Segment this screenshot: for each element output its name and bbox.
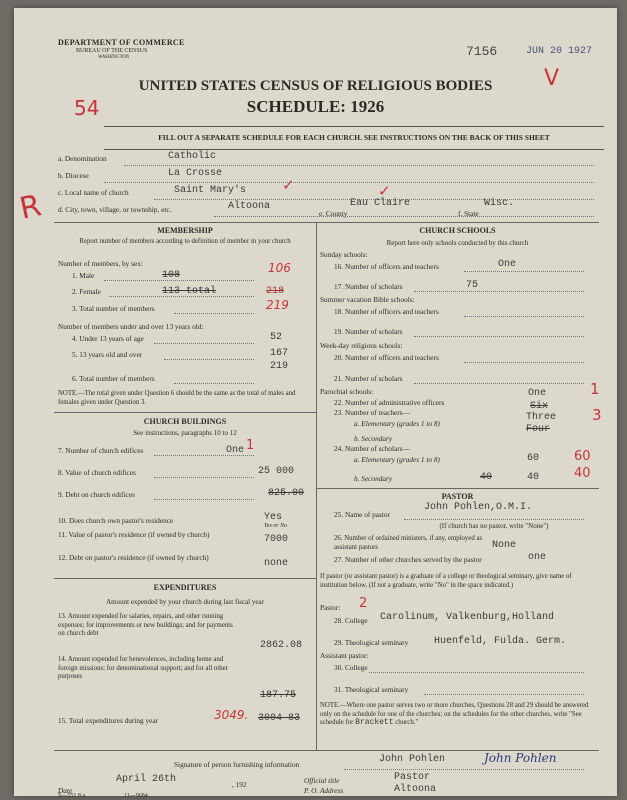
q24b-value: 40 <box>480 472 493 483</box>
q19-label: 19. Number of scholars <box>334 327 403 336</box>
q5-value-2: 219 <box>270 361 289 372</box>
schools-heading: CHURCH SCHOOLS <box>419 226 496 235</box>
q16-label: 16. Number of officers and teachers <box>334 262 439 271</box>
q25-value: John Pohlen,O.M.I. <box>424 502 533 513</box>
q24b-label: b. Secondary <box>354 474 393 483</box>
expenditures-sub: Amount expended by your church during last fiscal year <box>106 598 264 606</box>
city-value: Altoona <box>228 201 271 212</box>
q2-struck: 113 total <box>162 286 217 297</box>
pastor-sublabel: Pastor: <box>320 603 341 612</box>
q7-value: One <box>226 445 245 456</box>
diocese-label: b. Diocese <box>58 171 89 180</box>
date-stamp: JUN 20 1927 <box>526 46 593 57</box>
serial-number: 7156 <box>466 44 498 59</box>
q23-value: Six <box>530 401 549 412</box>
q1-value: 106 <box>268 261 291 275</box>
q24a-value: 60 <box>527 453 540 464</box>
date-year: , 192 <box>232 780 247 789</box>
q24b-value-2: 40 <box>527 472 540 483</box>
department-name: DEPARTMENT OF COMMERCE <box>58 38 185 47</box>
red-check-mark: V <box>544 66 560 91</box>
q28-value: Carolinum, Valkenburg,Holland <box>380 612 555 623</box>
signature-handwritten: John Pohlen <box>484 751 557 765</box>
q24b-red: 40 <box>574 466 591 481</box>
q31-label: 31. Theological seminary <box>334 685 409 694</box>
membership-note: NOTE.—The total given under Question 6 should be the same as the total of males and females given under Question 3. <box>58 390 296 406</box>
q5-value: 167 <box>270 348 289 359</box>
po-address-value: Altoona <box>394 784 437 795</box>
q17-value: 75 <box>466 280 479 291</box>
signature-typed: John Pohlen <box>379 754 446 765</box>
form-number: S—551 8 a <box>58 793 85 799</box>
buildings-sub: See instructions, paragraphs 10 to 12 <box>133 429 237 437</box>
q10-label: 10. Does church own pastor's residence <box>58 516 174 525</box>
q2-label: 2. Female <box>72 287 101 296</box>
q15-hand-value: 3049. <box>214 708 249 722</box>
q14-value: 187.75 <box>260 690 297 701</box>
form-subtitle: SCHEDULE: 1926 <box>246 97 385 116</box>
q21-label: 21. Number of scholars <box>334 374 403 383</box>
q14-label: 14. Amount expended for benevolences, including home and foreign missions; for denominational support; and for all other purposes <box>58 656 228 680</box>
q18-label: 18. Number of officers and teachers <box>334 307 439 316</box>
print-number: 11—9684 <box>124 793 148 799</box>
red-annotation-r: R <box>16 188 45 227</box>
q7-label: 7. Number of church edifices <box>58 446 144 455</box>
q23a-label: a. Elementary (grades 1 to 8) <box>354 419 440 428</box>
q26-value: None <box>492 540 517 551</box>
q13-label: 13. Amount expended for salaries, repairs, and other running expenses; for improvements or new buildings; and for payments on church debt <box>58 613 233 637</box>
form-title: UNITED STATES CENSUS OF RELIGIOUS BODIES <box>138 78 493 94</box>
city-name: WASHINGTON <box>98 55 130 60</box>
po-address-label: P. O. Address <box>304 786 344 795</box>
county-value: Eau Claire <box>350 198 411 209</box>
q24a-red: 60 <box>574 449 591 464</box>
schools-sub: Report here only schools conducted by this church <box>386 239 529 247</box>
state-label: f. State <box>458 209 479 218</box>
q20-label: 20. Number of officers and teachers <box>334 353 439 362</box>
q27-label: 27. Number of other churches served by the pastor <box>334 555 482 564</box>
q10-hint: Yes or No <box>264 523 288 529</box>
instruction-band: FILL OUT A SEPARATE SCHEDULE FOR EACH CHURCH. SEE INSTRUCTIONS ON THE BACK OF THIS SHEET <box>104 126 604 150</box>
q29-value: Huenfeld, Fulda. Germ. <box>434 636 567 647</box>
q25-label: 25. Name of pastor <box>334 510 390 519</box>
q11-value: 7000 <box>264 534 289 545</box>
assistant-pastor-label: Assistant pastor: <box>320 651 369 660</box>
q22-value: One <box>528 388 547 399</box>
q3-value: 219 <box>266 298 289 312</box>
q29-label: 29. Theological seminary <box>334 638 409 647</box>
q9-label: 9. Debt on church edifices <box>58 490 135 499</box>
date-label: Date <box>58 786 73 795</box>
pastor-note: NOTE.—Where one pastor serves two or more churches, Questions 28 and 29 should be answered only on the schedule for one of the churches; on the schedules for the other churches, write "See schedule for Brackett church." <box>320 702 589 727</box>
q3-label: 3. Total number of members <box>72 304 155 313</box>
q8-label: 8. Value of church edifices <box>58 468 136 477</box>
state-value: Wisc. <box>484 198 515 209</box>
denomination-label: a. Denomination <box>58 154 107 163</box>
red-annotation-54: 54 <box>74 96 100 120</box>
graduate-intro: If pastor (or assistant pastor) is a graduate of a college or theological seminary, give name of institution below. (If not a graduate, write "No" in the space indicated.) <box>320 573 572 589</box>
official-title-value: Pastor <box>394 772 431 783</box>
q5-label: 5. 13 years old and over <box>72 350 143 359</box>
q24-label: 24. Number of scholars— <box>334 444 410 453</box>
diocese-value: La Crosse <box>168 168 223 179</box>
q6-label: 6. Total number of members <box>72 374 155 383</box>
date-value: April 26th <box>116 774 177 785</box>
q27-value: one <box>528 552 547 563</box>
q23b-value: Four <box>526 424 551 435</box>
q1-label: 1. Male <box>72 271 95 280</box>
official-title-label: Official title <box>304 776 340 785</box>
q30-label: 30. College <box>334 663 368 672</box>
age-intro-label: Number of members under and over 13 years old: <box>58 322 204 331</box>
church-name-value: Saint Mary's <box>174 185 247 196</box>
census-schedule-sheet: DEPARTMENT OF COMMERCE BUREAU OF THE CENSUS WASHINGTON 7156 JUN 20 1927 V UNITED STATES CENSUS OF RELIGIOUS BODIES SCHEDULE: 1926 54 FILL OUT A SEPARATE SCHEDULE FOR EACH CHURCH. SEE INSTRUCTIONS ON THE BACK OF THIS SHEET R a. Denomination Catholic b. Diocese La Crosse c. Local name of church Saint Mary's ✓ ✓ d. City, town, village, or township, etc. Altoona e. County Eau Claire f. State Wisc. MEMBERSHIP Report number of members according to definition of member in your church Number of members, by sex: 1. Male 108 106 2. Female 113 total 218 3. Total number of members 219 Number of members under and over 13 years old: 4. Under 13 years of age 52 5. 13 years old and over 167 219 6. Total number of members NOTE.—The total given under Question 6 should be the same as the total of males and females given under Question 3. CHURCH BUILDINGS See instructions, paragraphs 10 to 12 7. Number of church edifices One 1 8. Value of church edifices 25 000 9. Debt on church edifices 825.00 10. Does church own pastor's residence Yes Yes or No 11. Value of pastor's residence (if owned by church) 7000 12. Debt on pastor's residence (if owned by church) none EXPENDITURES Amount expended by your church during last fiscal year 13. Amount expended for salaries, repairs, and other running expenses; for improvements or new buildings; and for payments on church debt 2862.08 14. Amount expended for benevolences, including home and foreign missions; for denominational support; and for all other purposes 187.75 15. Total expenditures during year 3049. 3004 83 CHURCH SCHOOLS Report here only schools conducted by this church Sunday schools: 16. Number of officers and teachers One 17. Number of scholars 75 Summer vacation Bible schools: 18. Number of officers and teachers 19. Number of scholars Week-day religious schools: 20. Number of officers and teachers 21. Number of scholars Parochial schools: 22. Number of administrative officers One 1 23. Number of teachers— Six a. Elementary (grades 1 to 8) Three 3 b. Secondary Four 24. Number of scholars— a. Elementary (grades 1 to 8) 60 60 b. Secondary 40 40 40 PASTOR John Pohlen,O.M.I. 25. Name of pastor (If church has no pastor, write "None") 26. Number of ordained ministers, if any, employed as assistant pastors None 27. Number of other churches served by the pastor one If pastor (or assistant pastor) is a graduate of a college or theological seminary, give name of institution below. (If not a graduate, write "No" in the space indicated.) Pastor: 2 28. College Carolinum, Valkenburg,Holland 29. Theological seminary Huenfeld, Fulda. Germ. Assistant pastor: 30. College 31. Theological seminary NOTE.—Where one pastor serves two or more churches, Questions 28 and 29 should be answered only on the schedule for one of the churches; on the schedules for the other churches, write "See schedule for Brackett church." Signature of person furnishing information John Pohlen John Pohlen Official title Pastor Date April 26th , 192 P. O. Address Altoona S—551 8 a 11—9684 <box>14 8 617 796</box>
membership-intro: Report number of members according to definition of member in your church <box>79 238 291 245</box>
members-by-sex-label: Number of members, by sex: <box>58 259 143 268</box>
pastor-heading: PASTOR <box>441 492 474 501</box>
buildings-heading: CHURCH BUILDINGS <box>143 417 227 426</box>
q1-old-value: 108 <box>162 270 181 281</box>
pastor-red-mark: 2 <box>359 596 368 611</box>
q24a-label: a. Elementary (grades 1 to 8) <box>354 455 440 464</box>
q22-red: 1 <box>590 380 600 398</box>
q8-value: 25 000 <box>258 466 295 477</box>
church-name-label: c. Local name of church <box>58 188 129 197</box>
city-label: d. City, town, village, or township, etc. <box>58 205 172 214</box>
signature-label: Signature of person furnishing information <box>174 760 300 769</box>
weekday-label: Week-day religious schools: <box>320 341 403 350</box>
vbs-label: Summer vacation Bible schools: <box>320 295 415 304</box>
q23b-label: b. Secondary <box>354 434 393 443</box>
expenditures-heading: EXPENDITURES <box>153 583 217 592</box>
q15-value: 3004 83 <box>258 713 301 724</box>
q9-value: 825.00 <box>268 488 305 499</box>
bureau-name: BUREAU OF THE CENSUS <box>76 48 148 54</box>
q23a-value: Three <box>526 412 557 423</box>
q23-label: 23. Number of teachers— <box>334 408 410 417</box>
q4-label: 4. Under 13 years of age <box>72 334 144 343</box>
q26-label: 26. Number of ordained ministers, if any, employed as assistant pastors <box>334 535 483 551</box>
denomination-value: Catholic <box>168 151 217 162</box>
q4-value: 52 <box>270 332 283 343</box>
q2-value: 218 <box>266 286 285 297</box>
q11-label: 11. Value of pastor's residence (if owned by church) <box>58 530 210 539</box>
q10-value: Yes <box>264 512 283 523</box>
parochial-label: Parochial schools: <box>320 387 374 396</box>
q16-value: One <box>498 259 517 270</box>
q17-label: 17. Number of scholars <box>334 282 403 291</box>
membership-heading: MEMBERSHIP <box>157 226 213 235</box>
q12-value: none <box>264 558 289 569</box>
q7-red-value: 1 <box>246 438 255 453</box>
q22-label: 22. Number of administrative officers <box>334 398 445 407</box>
note-church-value: Brackett <box>355 718 394 727</box>
q23a-red: 3 <box>592 406 602 424</box>
q13-value: 2862.08 <box>260 640 303 651</box>
sunday-schools-label: Sunday schools: <box>320 250 368 259</box>
q28-label: 28. College <box>334 616 368 625</box>
q15-label: 15. Total expenditures during year <box>58 716 159 725</box>
county-label: e. County <box>319 209 348 218</box>
q12-label: 12. Debt on pastor's residence (if owned by church) <box>58 553 209 562</box>
q25-hint: (If church has no pastor, write "None") <box>439 522 549 530</box>
